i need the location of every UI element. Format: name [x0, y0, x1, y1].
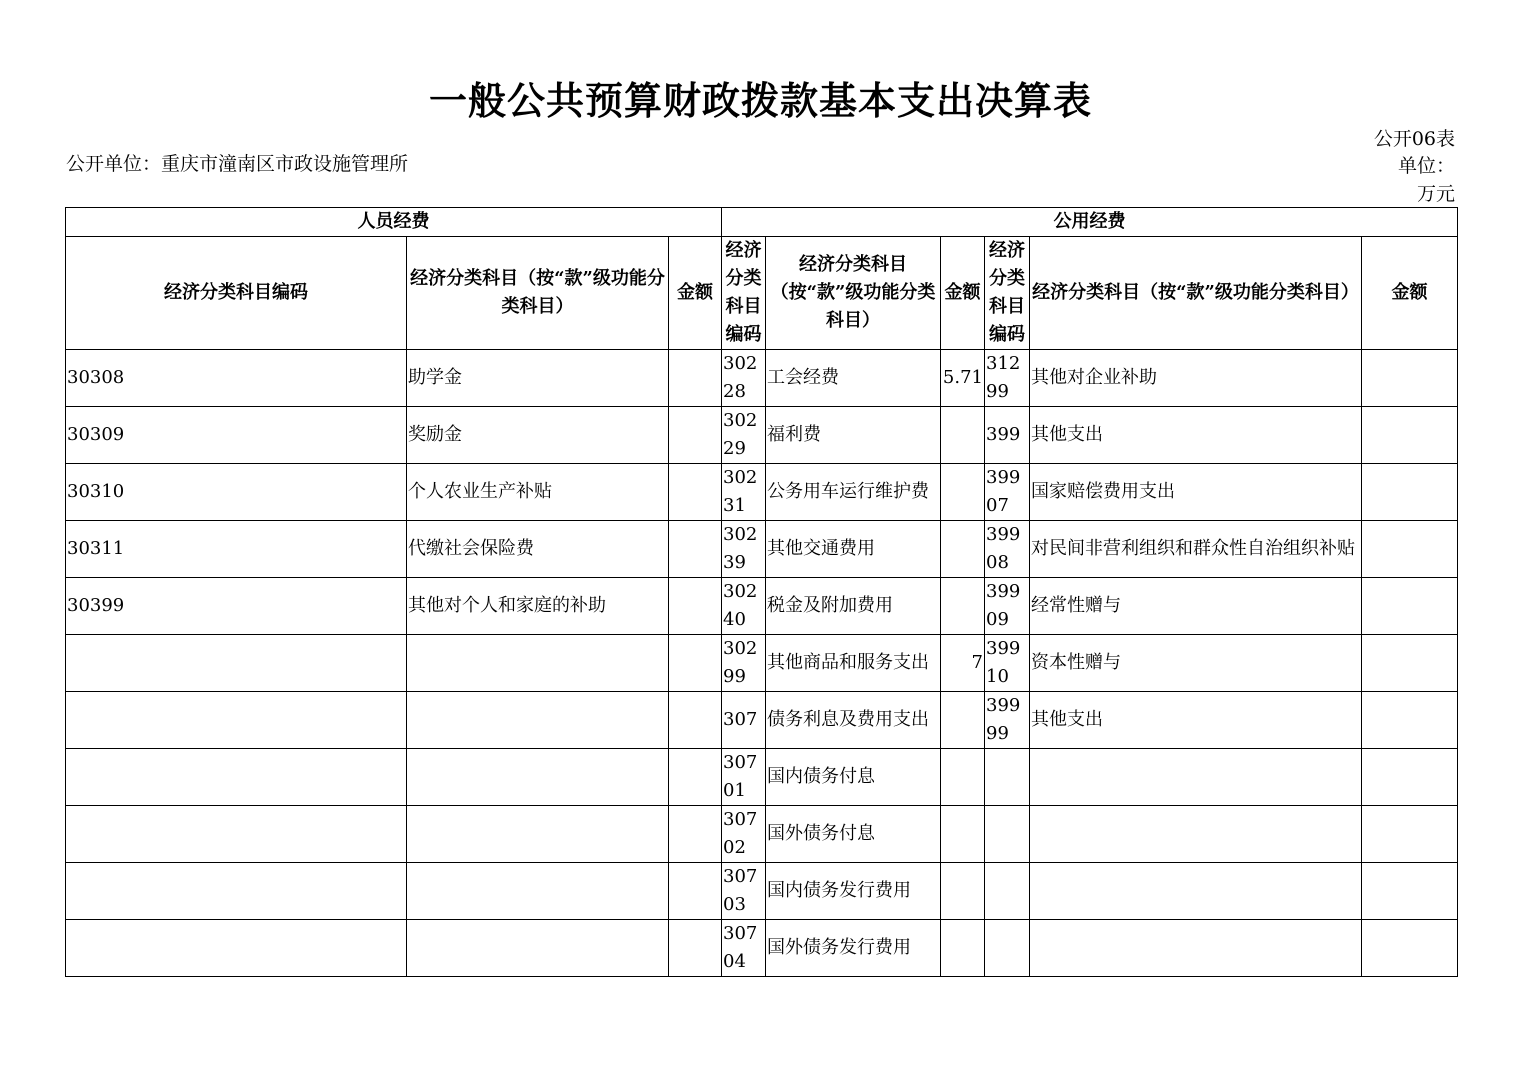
cell-personnel-code: [66, 635, 407, 692]
cell-personnel-code: [66, 749, 407, 806]
table-row: [66, 350, 1458, 407]
cell-public1-name: 其他商品和服务支出: [766, 635, 941, 692]
cell-public2-name: 经常性赠与: [1030, 578, 1362, 635]
cell-public2-code: [985, 863, 1030, 920]
table-row: [66, 920, 1458, 977]
cell-personnel-amount: [669, 863, 722, 920]
cell-personnel-amount: [669, 692, 722, 749]
cell-public1-code: 30703: [722, 863, 766, 920]
table-row: [66, 578, 1458, 635]
cell-personnel-name: 奖励金: [407, 407, 669, 464]
cell-public1-amount: [941, 464, 985, 521]
column-header-personnel-code: 经济分类科目编码: [66, 237, 407, 350]
cell-public1-amount: 7: [941, 635, 985, 692]
column-header-personnel-name: 经济分类科目（按“款”级功能分类科目）: [407, 237, 669, 350]
cell-public2-amount: [1362, 692, 1458, 749]
cell-public1-amount: [941, 521, 985, 578]
table-row: [66, 863, 1458, 920]
cell-personnel-code: 30311: [66, 521, 407, 578]
cell-public2-code: 39907: [985, 464, 1030, 521]
cell-public2-amount: [1362, 407, 1458, 464]
cell-personnel-amount: [669, 521, 722, 578]
cell-public1-name: 其他交通费用: [766, 521, 941, 578]
cell-public1-code: 30229: [722, 407, 766, 464]
table-row: [66, 692, 1458, 749]
column-header-public2-name: 经济分类科目（按“款”级功能分类科目）: [1030, 237, 1362, 350]
cell-personnel-name: 个人农业生产补贴: [407, 464, 669, 521]
cell-personnel-code: [66, 920, 407, 977]
cell-public1-code: 30228: [722, 350, 766, 407]
cell-public2-code: 39908: [985, 521, 1030, 578]
cell-public1-name: 福利费: [766, 407, 941, 464]
cell-public1-code: 30240: [722, 578, 766, 635]
cell-public2-name: 国家赔偿费用支出: [1030, 464, 1362, 521]
cell-public2-amount: [1362, 464, 1458, 521]
cell-public1-name: 公务用车运行维护费: [766, 464, 941, 521]
cell-public2-code: 39999: [985, 692, 1030, 749]
cell-personnel-amount: [669, 920, 722, 977]
cell-public2-code: 39910: [985, 635, 1030, 692]
cell-public1-code: 30701: [722, 749, 766, 806]
group-header-personnel: 人员经费: [66, 208, 722, 237]
column-header-public1-amount: 金额: [941, 237, 985, 350]
cell-personnel-code: [66, 863, 407, 920]
cell-public2-amount: [1362, 350, 1458, 407]
cell-public2-amount: [1362, 806, 1458, 863]
cell-public1-amount: [941, 806, 985, 863]
cell-public2-name: 其他对企业补助: [1030, 350, 1362, 407]
cell-personnel-amount: [669, 464, 722, 521]
cell-personnel-name: [407, 806, 669, 863]
table-row: [66, 635, 1458, 692]
column-header-public2-code: 经济分类科目编码: [985, 237, 1030, 350]
cell-personnel-code: 30308: [66, 350, 407, 407]
cell-public1-code: 307: [722, 692, 766, 749]
cell-public1-amount: [941, 578, 985, 635]
cell-public1-amount: [941, 920, 985, 977]
cell-public2-amount: [1362, 578, 1458, 635]
cell-public1-name: 国外债务发行费用: [766, 920, 941, 977]
cell-public2-name: 对民间非营利组织和群众性自治组织补贴: [1030, 521, 1362, 578]
cell-public1-amount: [941, 692, 985, 749]
table-row: [66, 521, 1458, 578]
organization-label: 公开单位：重庆市潼南区市政设施管理所: [66, 153, 409, 175]
cell-public1-code: 30702: [722, 806, 766, 863]
cell-personnel-amount: [669, 749, 722, 806]
cell-personnel-name: [407, 920, 669, 977]
cell-public2-name: 其他支出: [1030, 692, 1362, 749]
cell-public1-name: 工会经费: [766, 350, 941, 407]
page-title: 一般公共预算财政拨款基本支出决算表: [428, 78, 1092, 123]
table-row: [66, 749, 1458, 806]
cell-public2-amount: [1362, 635, 1458, 692]
cell-personnel-amount: [669, 350, 722, 407]
cell-public1-name: 税金及附加费用: [766, 578, 941, 635]
table-body: [66, 350, 1458, 977]
table-row: [66, 806, 1458, 863]
cell-public2-amount: [1362, 749, 1458, 806]
cell-public2-code: [985, 749, 1030, 806]
cell-public2-code: 31299: [985, 350, 1030, 407]
cell-public2-name: 其他支出: [1030, 407, 1362, 464]
cell-personnel-amount: [669, 806, 722, 863]
cell-public2-code: [985, 806, 1030, 863]
cell-personnel-code: 30399: [66, 578, 407, 635]
cell-public2-name: [1030, 863, 1362, 920]
cell-public2-amount: [1362, 863, 1458, 920]
cell-public2-name: [1030, 920, 1362, 977]
cell-personnel-name: [407, 749, 669, 806]
table-row: [66, 407, 1458, 464]
cell-public1-code: 30704: [722, 920, 766, 977]
cell-personnel-code: 30310: [66, 464, 407, 521]
cell-public1-amount: [941, 749, 985, 806]
cell-public2-amount: [1362, 521, 1458, 578]
column-header-personnel-amount: 金额: [669, 237, 722, 350]
cell-personnel-code: 30309: [66, 407, 407, 464]
cell-public1-amount: [941, 407, 985, 464]
cell-personnel-amount: [669, 407, 722, 464]
cell-personnel-name: [407, 692, 669, 749]
cell-public2-code: 39909: [985, 578, 1030, 635]
column-header-public2-amount: 金额: [1362, 237, 1458, 350]
cell-public1-amount: 5.71: [941, 350, 985, 407]
cell-personnel-amount: [669, 635, 722, 692]
cell-personnel-code: [66, 806, 407, 863]
cell-personnel-name: [407, 635, 669, 692]
cell-public1-name: 国内债务发行费用: [766, 863, 941, 920]
cell-public1-code: 30231: [722, 464, 766, 521]
cell-personnel-name: [407, 863, 669, 920]
expenditure-table: [65, 207, 1458, 977]
cell-personnel-amount: [669, 578, 722, 635]
cell-personnel-name: 代缴社会保险费: [407, 521, 669, 578]
cell-personnel-name: 其他对个人和家庭的补助: [407, 578, 669, 635]
cell-public1-name: 债务利息及费用支出: [766, 692, 941, 749]
cell-public2-amount: [1362, 920, 1458, 977]
table-row: [66, 464, 1458, 521]
cell-public1-code: 30299: [722, 635, 766, 692]
unit-label: 单位：万元: [1397, 155, 1455, 205]
group-header-public: 公用经费: [722, 208, 1458, 237]
cell-personnel-name: 助学金: [407, 350, 669, 407]
cell-public2-code: [985, 920, 1030, 977]
column-header-public1-name: 经济分类科目（按“款”级功能分类科目）: [766, 237, 941, 350]
cell-personnel-code: [66, 692, 407, 749]
cell-public2-name: [1030, 749, 1362, 806]
cell-public2-code: 399: [985, 407, 1030, 464]
cell-public1-amount: [941, 863, 985, 920]
cell-public2-name: [1030, 806, 1362, 863]
form-number: 公开06表: [1373, 128, 1455, 150]
cell-public1-name: 国外债务付息: [766, 806, 941, 863]
cell-public1-code: 30239: [722, 521, 766, 578]
cell-public2-name: 资本性赠与: [1030, 635, 1362, 692]
column-header-public1-code: 经济分类科目编码: [722, 237, 766, 350]
cell-public1-name: 国内债务付息: [766, 749, 941, 806]
